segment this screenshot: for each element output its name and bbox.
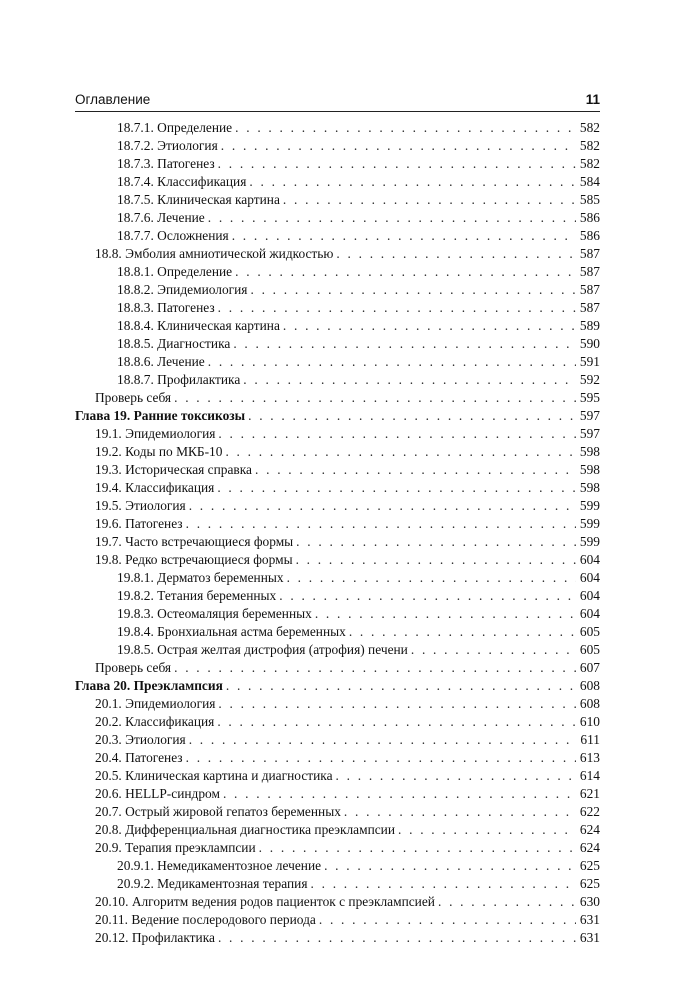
toc-subsection-entry <box>75 335 600 353</box>
toc-entry-title: 18.7.4. Классификация <box>117 174 247 189</box>
toc-entry-page-number: 598 <box>579 444 600 459</box>
toc-entry-page-number: 587 <box>579 300 600 315</box>
toc-entry-page-number: 631 <box>579 930 600 945</box>
toc-entry-title: 20.12. Профилактика <box>95 930 215 945</box>
toc-entry-page-number: 610 <box>579 714 600 729</box>
toc-entry-title: 20.5. Клиническая картина и диагностика <box>95 768 333 783</box>
toc-entry-page-number: 630 <box>579 894 600 909</box>
toc-entry-title: 20.1. Эпидемиология <box>95 696 216 711</box>
toc-subsection-entry <box>75 191 600 209</box>
toc-subsection-entry <box>75 353 600 371</box>
toc-entry-page-number: 624 <box>579 822 600 837</box>
dot-leader <box>218 299 576 317</box>
toc-subsection-entry <box>75 227 600 245</box>
toc-entry-page-number: 605 <box>579 642 600 657</box>
toc-entry-title: 20.4. Патогенез <box>95 750 183 765</box>
toc-subsection-entry <box>75 155 600 173</box>
dot-leader <box>315 605 576 623</box>
toc-entry-page-number: 584 <box>579 174 600 189</box>
dot-leader <box>349 623 576 641</box>
toc-section-entry <box>75 911 600 929</box>
dot-leader <box>232 227 576 245</box>
toc-entry-page-number: 608 <box>579 678 600 693</box>
toc-section-entry <box>75 713 600 731</box>
dot-leader <box>283 317 576 335</box>
toc-section-entry <box>75 461 600 479</box>
dot-leader <box>279 587 576 605</box>
toc-entry-title: 19.7. Часто встречающиеся формы <box>95 534 294 549</box>
dot-leader <box>218 425 576 443</box>
toc-entry-title: 19.8.2. Тетания беременных <box>117 588 277 603</box>
toc-entry-page-number: 599 <box>579 516 600 531</box>
toc-entry-page-number: 582 <box>579 138 600 153</box>
toc-subsection-entry <box>75 173 600 191</box>
dot-leader <box>311 875 576 893</box>
toc-entry-page-number: 587 <box>579 282 600 297</box>
dot-leader <box>189 731 576 749</box>
toc-entry-page-number: 605 <box>579 624 600 639</box>
toc-entry-title: 20.7. Острый жировой гепатоз беременных <box>95 804 341 819</box>
toc-section-entry <box>75 479 600 497</box>
toc-entry-title: 18.8.5. Диагностика <box>117 336 231 351</box>
dot-leader <box>218 695 576 713</box>
header-title: Оглавление <box>75 92 151 107</box>
toc-section-entry <box>75 533 600 551</box>
toc-entry-page-number: 631 <box>579 912 600 927</box>
toc-subsection-entry <box>75 119 600 137</box>
toc-entry-title: 18.8.2. Эпидемиология <box>117 282 248 297</box>
toc-section-entry <box>75 245 600 263</box>
toc-entry-title: Проверь себя <box>95 660 172 675</box>
toc-entry-page-number: 607 <box>579 660 600 675</box>
dot-leader <box>189 497 576 515</box>
dot-leader <box>235 119 576 137</box>
dot-leader <box>283 191 576 209</box>
toc-entry-title: 19.8.3. Остеомаляция беременных <box>117 606 312 621</box>
toc-subsection-entry <box>75 875 600 893</box>
dot-leader <box>296 533 576 551</box>
toc-entry-title: 18.8.3. Патогенез <box>117 300 215 315</box>
dot-leader <box>186 749 576 767</box>
dot-leader <box>319 911 576 929</box>
toc-entry-title: 20.11. Ведение послеродового периода <box>95 912 316 927</box>
toc-entry-title: 18.7.1. Определение <box>117 120 233 135</box>
toc-section-entry <box>75 731 600 749</box>
toc-entry-title: 19.8.4. Бронхиальная астма беременных <box>117 624 346 639</box>
toc-entry-title: 18.8. Эмболия амниотической жидкостью <box>95 246 334 261</box>
toc-entry-page-number: 586 <box>579 228 600 243</box>
toc-entry-title: 20.9.1. Немедикаментозное лечение <box>117 858 322 873</box>
toc-section-entry <box>75 803 600 821</box>
toc-entry-page-number: 592 <box>579 372 600 387</box>
toc-section-entry <box>75 767 600 785</box>
toc-entry-page-number: 613 <box>579 750 600 765</box>
toc-entry-title: 20.9.2. Медикаментозная терапия <box>117 876 308 891</box>
toc-entry-page-number: 598 <box>579 480 600 495</box>
toc-section-entry <box>75 515 600 533</box>
dot-leader <box>226 677 576 695</box>
dot-leader <box>259 839 576 857</box>
toc-subsection-entry <box>75 623 600 641</box>
toc-entry-title: 20.3. Этиология <box>95 732 186 747</box>
toc-chapter-entry <box>75 407 600 425</box>
toc-subsection-entry <box>75 281 600 299</box>
dot-leader <box>223 785 576 803</box>
dot-leader <box>324 857 576 875</box>
toc-entry-title: 19.2. Коды по МКБ-10 <box>95 444 223 459</box>
toc-entry-title: 19.5. Этиология <box>95 498 186 513</box>
toc-section-entry <box>75 425 600 443</box>
toc-entry-title: 19.3. Историческая справка <box>95 462 252 477</box>
toc-entry-page-number: 591 <box>579 354 600 369</box>
toc-entry-page-number: 611 <box>580 732 600 747</box>
toc-entry-page-number: 598 <box>579 462 600 477</box>
toc-entry-page-number: 582 <box>579 120 600 135</box>
dot-leader <box>218 155 576 173</box>
dot-leader <box>186 515 576 533</box>
toc-entry-page-number: 625 <box>579 876 600 891</box>
toc-entry-title: Проверь себя <box>95 390 172 405</box>
toc-entry-page-number: 589 <box>579 318 600 333</box>
toc-entry-page-number: 595 <box>579 390 600 405</box>
table-of-contents <box>75 119 600 947</box>
toc-section-entry <box>75 749 600 767</box>
dot-leader <box>336 245 576 263</box>
dot-leader <box>208 353 576 371</box>
toc-section-entry <box>75 443 600 461</box>
toc-subsection-entry <box>75 569 600 587</box>
toc-entry-title: Глава 20. Преэклампсия <box>75 678 223 693</box>
toc-entry-page-number: 587 <box>579 246 600 261</box>
toc-entry-page-number: 587 <box>579 264 600 279</box>
toc-entry-page-number: 604 <box>579 552 600 567</box>
dot-leader <box>255 461 576 479</box>
dot-leader <box>217 479 576 497</box>
dot-leader <box>287 569 576 587</box>
toc-entry-title: 19.6. Патогенез <box>95 516 183 531</box>
toc-entry-title: 20.10. Алгоритм ведения родов пациенток с преэклампсией <box>95 894 435 909</box>
toc-entry-title: 18.7.2. Этиология <box>117 138 218 153</box>
toc-section-entry <box>75 821 600 839</box>
toc-entry-page-number: 624 <box>579 840 600 855</box>
toc-section-entry <box>75 695 600 713</box>
toc-entry-title: 18.8.4. Клиническая картина <box>117 318 280 333</box>
toc-entry-page-number: 625 <box>579 858 600 873</box>
toc-entry-title: 18.8.1. Определение <box>117 264 233 279</box>
dot-leader <box>438 893 576 911</box>
dot-leader <box>233 335 576 353</box>
toc-entry-title: Глава 19. Ранние токсикозы <box>75 408 246 423</box>
dot-leader <box>217 713 576 731</box>
toc-section-entry <box>75 659 600 677</box>
toc-subsection-entry <box>75 605 600 623</box>
toc-entry-title: 20.2. Классификация <box>95 714 215 729</box>
toc-subsection-entry <box>75 263 600 281</box>
toc-entry-page-number: 608 <box>579 696 600 711</box>
dot-leader <box>250 281 576 299</box>
toc-section-entry <box>75 839 600 857</box>
toc-subsection-entry <box>75 857 600 875</box>
dot-leader <box>225 443 576 461</box>
toc-entry-title: 18.7.6. Лечение <box>117 210 205 225</box>
toc-entry-title: 19.1. Эпидемиология <box>95 426 216 441</box>
dot-leader <box>208 209 576 227</box>
toc-entry-page-number: 586 <box>579 210 600 225</box>
dot-leader <box>344 803 576 821</box>
toc-entry-title: 19.8.1. Дерматоз беременных <box>117 570 284 585</box>
toc-entry-page-number: 585 <box>579 192 600 207</box>
header-page-number: 11 <box>585 92 600 107</box>
toc-entry-title: 18.8.6. Лечение <box>117 354 205 369</box>
dot-leader <box>235 263 576 281</box>
toc-entry-page-number: 599 <box>579 534 600 549</box>
toc-subsection-entry <box>75 137 600 155</box>
toc-entry-page-number: 597 <box>579 426 600 441</box>
toc-entry-title: 18.7.7. Осложнения <box>117 228 229 243</box>
toc-entry-page-number: 599 <box>579 498 600 513</box>
toc-entry-page-number: 590 <box>579 336 600 351</box>
toc-entry-page-number: 604 <box>579 570 600 585</box>
toc-entry-page-number: 597 <box>579 408 600 423</box>
dot-leader <box>221 137 576 155</box>
toc-entry-page-number: 604 <box>579 588 600 603</box>
toc-entry-title: 19.4. Классификация <box>95 480 215 495</box>
toc-subsection-entry <box>75 587 600 605</box>
toc-entry-title: 20.6. HELLP-синдром <box>95 786 220 801</box>
toc-entry-title: 18.7.3. Патогенез <box>117 156 215 171</box>
toc-entry-page-number: 604 <box>579 606 600 621</box>
toc-section-entry <box>75 497 600 515</box>
toc-entry-title: 18.8.7. Профилактика <box>117 372 241 387</box>
dot-leader <box>174 659 576 677</box>
toc-subsection-entry <box>75 317 600 335</box>
toc-section-entry <box>75 893 600 911</box>
toc-subsection-entry <box>75 641 600 659</box>
dot-leader <box>398 821 576 839</box>
dot-leader <box>336 767 576 785</box>
running-header <box>75 92 600 107</box>
dot-leader <box>243 371 576 389</box>
toc-entry-page-number: 621 <box>579 786 600 801</box>
header-divider <box>75 111 600 112</box>
toc-section-entry <box>75 389 600 407</box>
dot-leader <box>296 551 576 569</box>
toc-chapter-entry <box>75 677 600 695</box>
dot-leader <box>411 641 576 659</box>
toc-entry-title: 19.8.5. Острая желтая дистрофия (атрофия) печени <box>117 642 408 657</box>
toc-entry-title: 20.9. Терапия преэклампсии <box>95 840 256 855</box>
dot-leader <box>174 389 576 407</box>
toc-entry-page-number: 614 <box>579 768 600 783</box>
toc-subsection-entry <box>75 371 600 389</box>
toc-entry-page-number: 622 <box>579 804 600 819</box>
toc-subsection-entry <box>75 299 600 317</box>
dot-leader <box>218 929 576 947</box>
toc-subsection-entry <box>75 209 600 227</box>
toc-entry-page-number: 582 <box>579 156 600 171</box>
dot-leader <box>248 407 576 425</box>
toc-section-entry <box>75 785 600 803</box>
toc-section-entry <box>75 551 600 569</box>
toc-entry-title: 20.8. Дифференциальная диагностика преэклампсии <box>95 822 396 837</box>
toc-entry-title: 18.7.5. Клиническая картина <box>117 192 280 207</box>
toc-section-entry <box>75 929 600 947</box>
toc-entry-title: 19.8. Редко встречающиеся формы <box>95 552 293 567</box>
dot-leader <box>249 173 576 191</box>
